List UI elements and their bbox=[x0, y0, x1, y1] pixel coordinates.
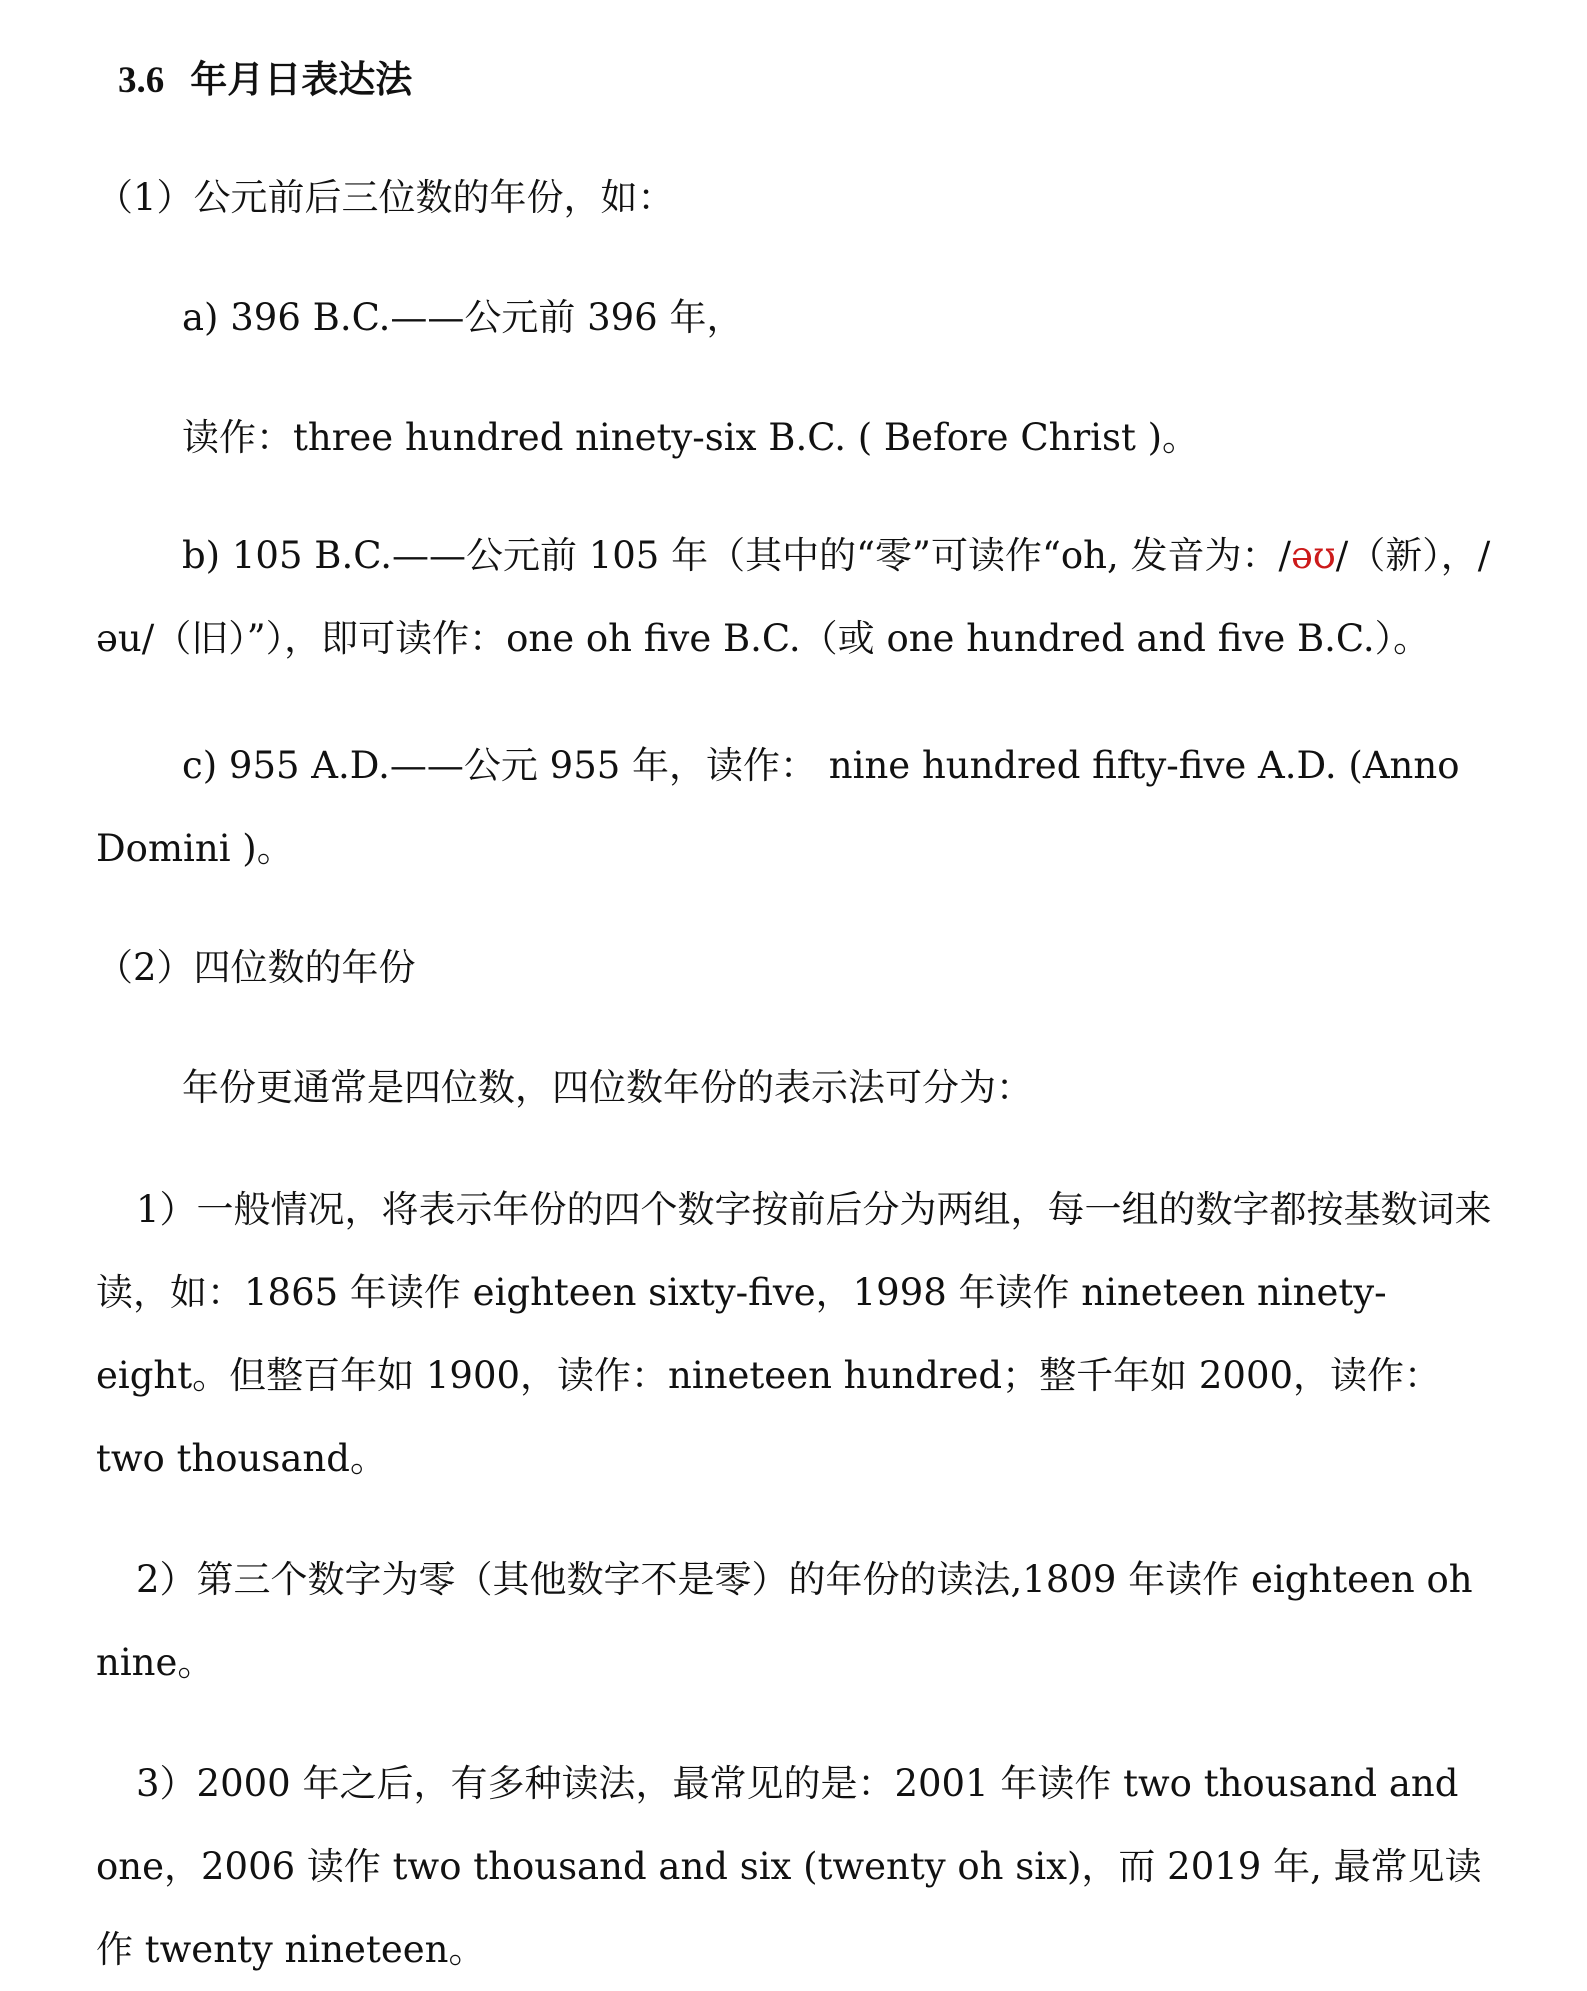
paragraph-example-c: c) 955 A.D.——公元 955 年，读作： nine hundred fifty-five A.D. (Anno Domini )。 bbox=[96, 744, 1460, 870]
paragraph-example-a: a) 396 B.C.——公元前 396 年， bbox=[182, 296, 744, 339]
section-title: 年月日表达法 bbox=[190, 58, 413, 101]
paragraph-rule-3: 3）2000 年之后，有多种读法，最常见的是：2001 年读作 two thousand and one，2006 读作 two thousand and six (twenty oh six)，而 2019 年, 最常见读作 twenty nineteen。 bbox=[96, 1762, 1482, 1971]
paragraph-rule-1: 1）一般情况，将表示年份的四个数字按前后分为两组，每一组的数字都按基数词来读，如：1865 年读作 eighteen sixty-five，1998 年读作 nineteen ninety-eight。但整百年如 1900，读作：nineteen hundred；整千年如 2000，读作：two thousand。 bbox=[96, 1188, 1492, 1480]
section-number: 3.6 bbox=[118, 60, 165, 101]
paragraph-example-b-part2: /（新），/əu/（旧）”），即可读作：one oh five B.C.（或 one hundred and five B.C.）。 bbox=[96, 534, 1491, 660]
paragraph-reading-a: 读作：three hundred ninety-six B.C. ( Before Christ )。 bbox=[182, 416, 1200, 459]
phonetic-new: əʊ bbox=[1290, 534, 1336, 577]
paragraph-1: （1）公元前后三位数的年份，如： bbox=[96, 176, 675, 219]
paragraph-example-b-part1: b) 105 B.C.——公元前 105 年（其中的“零”可读作“oh, 发音为：/ bbox=[182, 534, 1291, 577]
section-heading bbox=[118, 52, 412, 109]
paragraph-rule-2: 2）第三个数字为零（其他数字不是零）的年份的读法,1809 年读作 eighteen oh nine。 bbox=[96, 1558, 1473, 1684]
paragraph-example-b bbox=[96, 514, 1496, 680]
paragraph-2: （2）四位数的年份 bbox=[96, 946, 416, 989]
paragraph-four-digit-intro: 年份更通常是四位数，四位数年份的表示法可分为： bbox=[182, 1066, 1033, 1109]
